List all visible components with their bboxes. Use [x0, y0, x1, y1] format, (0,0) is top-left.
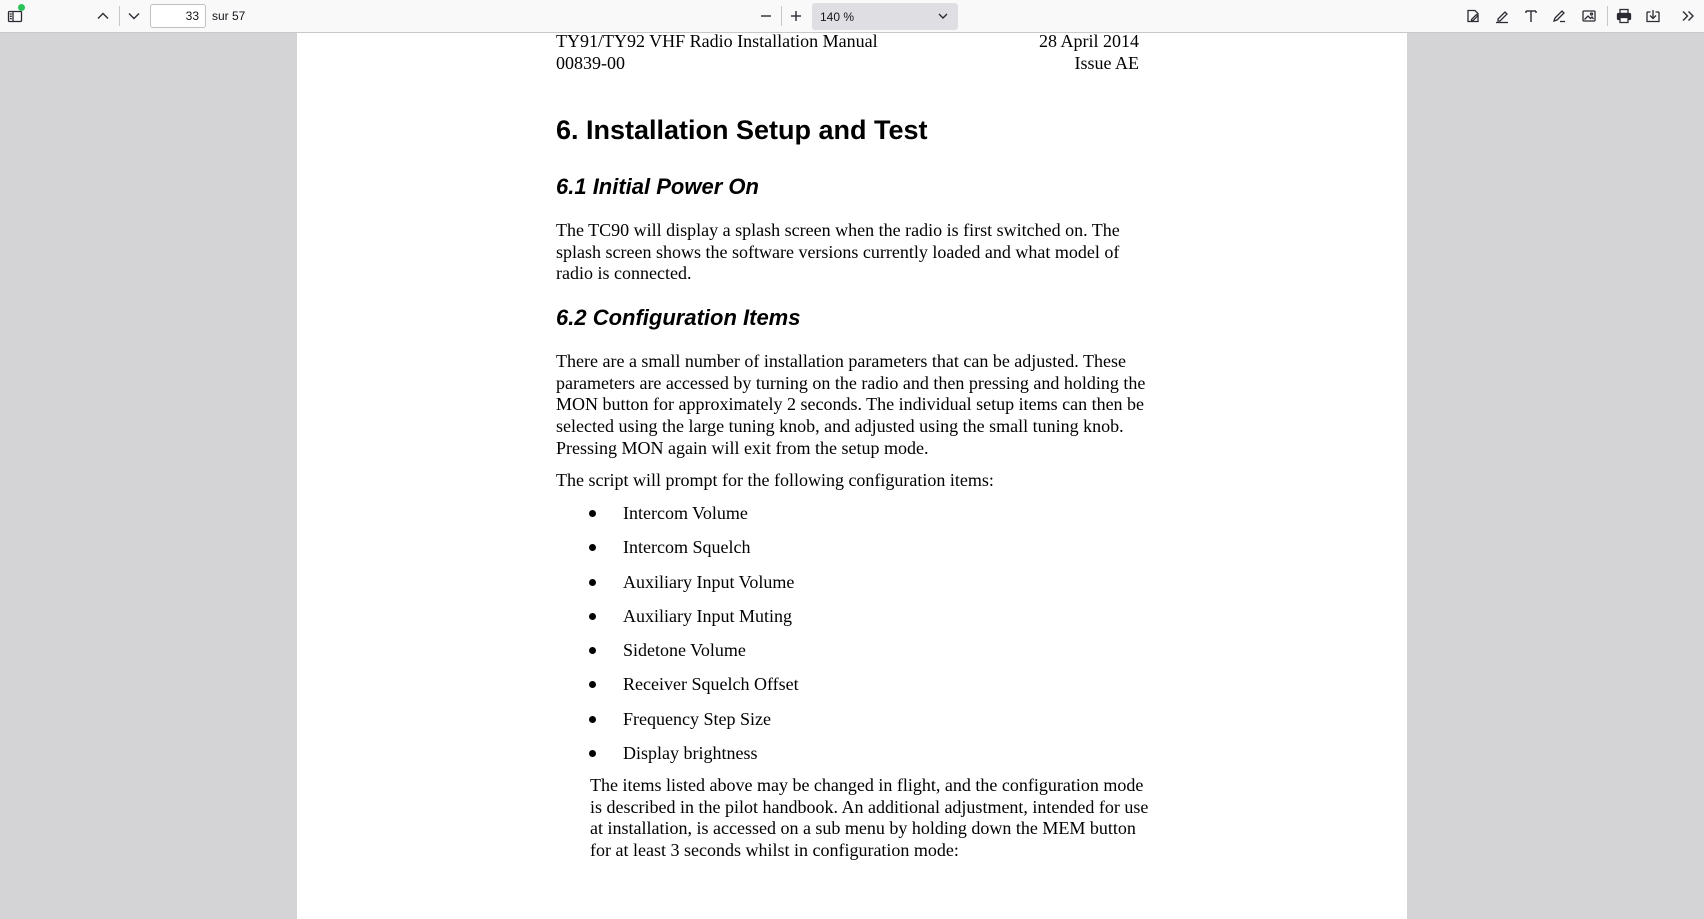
- toolbar-separator: [119, 6, 120, 26]
- zoom-value: 140 %: [820, 10, 855, 24]
- bullet-icon: [589, 647, 596, 654]
- add-image-button[interactable]: [1576, 3, 1602, 29]
- list-item: [556, 673, 1156, 707]
- list-item: [556, 605, 1156, 639]
- section-heading-6-2: 6.2 Configuration Items: [556, 305, 801, 330]
- bullet-icon: [589, 613, 596, 620]
- previous-page-button[interactable]: [90, 3, 116, 29]
- download-icon: [1644, 7, 1662, 25]
- page-number-input[interactable]: [150, 4, 206, 28]
- bullet-icon: [589, 716, 596, 723]
- list-item-label: Receiver Squelch Offset: [623, 674, 799, 695]
- chevron-up-icon: [94, 7, 112, 25]
- bullet-icon: [589, 510, 596, 517]
- bullet-icon: [589, 579, 596, 586]
- list-item-label: Frequency Step Size: [623, 708, 771, 729]
- header-issue: Issue AE: [1074, 53, 1139, 73]
- list-item: [556, 502, 1156, 536]
- chevron-down-icon: [125, 7, 143, 25]
- printer-icon: [1615, 7, 1633, 25]
- list-item-label: Display brightness: [623, 743, 758, 764]
- double-chevron-right-icon: [1679, 7, 1697, 25]
- list-item-label: Intercom Volume: [623, 503, 748, 523]
- header-title: TY91/TY92 VHF Radio Installation Manual: [556, 31, 878, 51]
- list-item: [556, 571, 1156, 605]
- list-item-label: Intercom Squelch: [623, 537, 751, 558]
- list-item-label: Auxiliary Input Muting: [623, 605, 792, 626]
- section-heading-6-1: 6.1 Initial Power On: [556, 174, 759, 199]
- list-item-label: Sidetone Volume: [623, 640, 746, 661]
- chapter-heading: 6. Installation Setup and Test: [556, 115, 928, 145]
- list-item: [556, 742, 1156, 776]
- plus-icon: [787, 7, 805, 25]
- pdf-page: [297, 33, 1407, 919]
- next-page-button[interactable]: [121, 3, 147, 29]
- text-icon: [1522, 7, 1540, 25]
- bullet-icon: [589, 750, 596, 757]
- bullet-icon: [589, 681, 596, 688]
- running-header-row-2: [556, 52, 1139, 74]
- list-item: [556, 708, 1156, 742]
- zoom-out-button[interactable]: [753, 3, 779, 29]
- draw-button[interactable]: [1546, 3, 1572, 29]
- pdf-toolbar: [0, 0, 1704, 33]
- paragraph-items-note: The items listed above may be changed in flight, and the configuration mode is described in the pilot handbook. An additional adjustment, intended for use at installation, is accessed on a sub menu by holding down the MEM button for at least 3 seconds whilst in configuration mode:: [590, 775, 1149, 861]
- print-button[interactable]: [1611, 3, 1637, 29]
- pen-icon: [1550, 7, 1568, 25]
- zoom-select[interactable]: [812, 3, 958, 30]
- paragraph-script-prompt: The script will prompt for the following configuration items:: [556, 470, 994, 490]
- edit-document-icon: [1464, 7, 1482, 25]
- minus-icon: [757, 7, 775, 25]
- image-icon: [1580, 7, 1598, 25]
- configuration-items-list: [556, 502, 1156, 776]
- header-date: 28 April 2014: [1038, 31, 1139, 51]
- toolbar-separator: [781, 6, 782, 26]
- chevron-down-icon: [936, 9, 950, 23]
- add-text-button[interactable]: [1518, 3, 1544, 29]
- paragraph-configuration-items: There are a small number of installation parameters that can be adjusted. These parameters are accessed by turning on the radio and then pressing and holding the MON button for approximately 2 seconds. The individual setup items can then be selected using the large tuning knob, and adjusted using the small tuning knob. Pressing MON again will exit from the setup mode.: [556, 351, 1146, 458]
- zoom-in-button[interactable]: [783, 3, 809, 29]
- highlight-button[interactable]: [1489, 3, 1515, 29]
- edit-pdf-button[interactable]: [1460, 3, 1486, 29]
- status-dot-icon: [18, 4, 25, 11]
- list-item-label: Auxiliary Input Volume: [623, 571, 795, 592]
- running-header-row-1: [556, 30, 1139, 52]
- toolbar-separator: [1607, 6, 1608, 26]
- paragraph-initial-power-on: The TC90 will display a splash screen when the radio is first switched on. The splash screen shows the software versions currently loaded and what model of radio is connected.: [556, 220, 1120, 284]
- list-item: [556, 536, 1156, 570]
- highlighter-icon: [1493, 7, 1511, 25]
- save-button[interactable]: [1640, 3, 1666, 29]
- header-doc-number: 00839-00: [556, 53, 625, 73]
- bullet-icon: [589, 544, 596, 551]
- page-count-label: sur 57: [212, 9, 246, 23]
- list-item: [556, 639, 1156, 673]
- more-tools-button[interactable]: [1675, 3, 1701, 29]
